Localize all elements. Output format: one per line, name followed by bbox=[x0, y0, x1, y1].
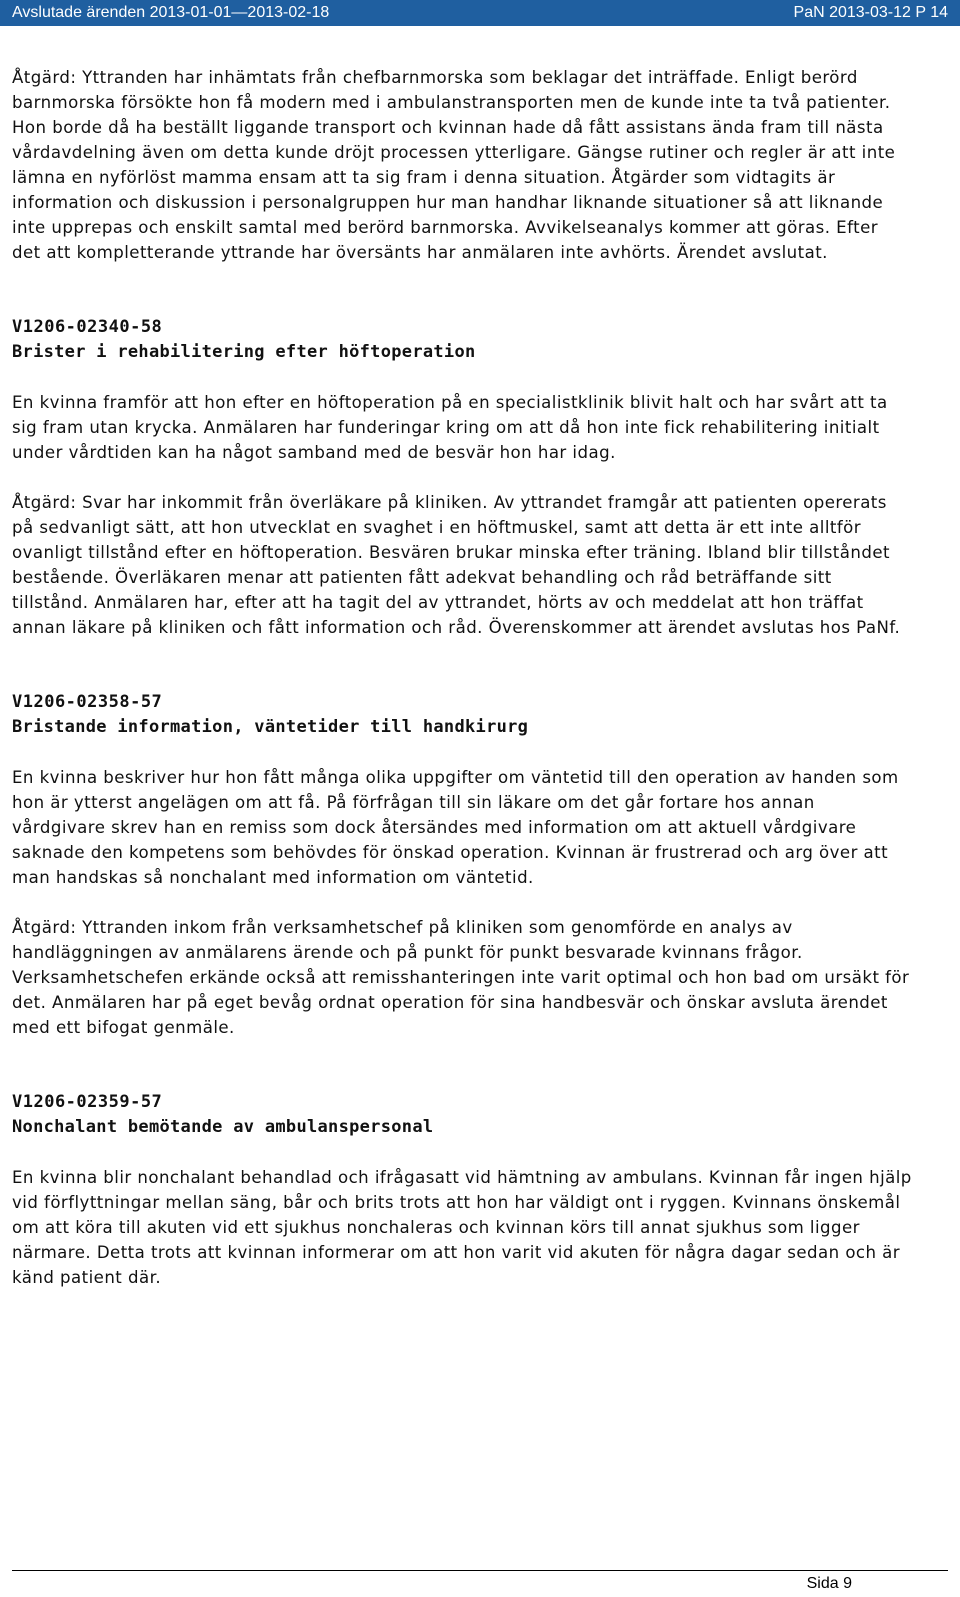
intro-action-paragraph: Åtgärd: Yttranden har inhämtats från chefbarnmorska som beklagar det inträffade. Enligt berörd barnmorska försökte hon få modern med i ambulanstransporten men de kunde inte ta två patienter. Hon borde då ha beställt liggande transport och kvinnan hade då fått assistans ända fram till nästa vårdavdelning även om detta kunde dröjt processen ytterligare. Gängse rutiner och regler är att inte lämna en nyförlöst mamma ensam att ta sig fram i denna situation. Åtgärder som vidtagits är information och diskussion i personalgruppen hur man handhar liknande situationer så att liknande inte upprepas och enskilt samtal med berörd barnmorska. Avvikelseanalys kommer att göras. Efter det att kompletterande yttrande har översänts har anmälaren inte avhörts. Ärendet avslutat. bbox=[12, 68, 896, 262]
header-report-title: Avslutade ärenden 2013-01-01—2013-02-18 bbox=[12, 4, 330, 21]
case-description: En kvinna blir nonchalant behandlad och ifrågasatt vid hämtning av ambulans. Kvinnan får ingen hjälp vid förflyttningar mellan säng, bår och brits trots att hon har väldigt ont i ryggen. Kvinnans önskemål om att köra till akuten vid ett sjukhus nonchaleras och kvinnan körs till annat sjukhus som ligger närmare. Detta trots att kvinnan informerar om att hon varit vid akuten för några dagar sedan och är känd patient där. bbox=[12, 1168, 912, 1287]
case-description: En kvinna framför att hon efter en höftoperation på en specialistklinik blivit halt och har svårt att ta sig fram utan krycka. Anmälaren har funderingar kring om att då hon inte fick rehabilitering initialt under vårdtiden kan ha något samband med de besvär hon har idag. bbox=[12, 393, 888, 462]
case-title: Nonchalant bemötande av ambulanspersonal bbox=[12, 1117, 434, 1137]
case-description: En kvinna beskriver hur hon fått många olika uppgifter om väntetid till den operation av handen som hon är ytterst angelägen om att få. På förfrågan till sin läkare om det går fortare hos annan vårdgivare skrev han en remiss som dock återsändes med information om att aktuell vårdgivare saknade den kompetens som behövdes för önskad operation. Kvinnan är frustrerad och arg över att man handskas så nonchalant med information om väntetid. bbox=[12, 768, 899, 887]
header-report-date-ref: PaN 2013-03-12 P 14 bbox=[793, 4, 948, 21]
case-action: Åtgärd: Svar har inkommit från överläkare på kliniken. Av yttrandet framgår att patienten opererats på sedvanligt sätt, att hon utvecklat en svaghet i en höftmuskel, samt att detta är ett inte alltför ovanligt tillstånd efter en höftoperation. Besvären brukar minska efter träning. Ibland blir tillståndet bestående. Överläkaren menar att patienten fått adekvat behandling och råd beträffande sitt tillstånd. Anmälaren har, efter att ha tagit del av yttrandet, hörts av och meddelat att hon träffat annan läkare på kliniken och fått information och råd. Överenskommer att ärendet avslutas hos PaNf. bbox=[12, 493, 901, 637]
case-id: V1206-02359-57 bbox=[12, 1092, 163, 1112]
case-title: Bristande information, väntetider till handkirurg bbox=[12, 717, 529, 737]
document-body bbox=[12, 65, 912, 1290]
case-action: Åtgärd: Yttranden inkom från verksamhetschef på kliniken som genomförde en analys av handläggningen av anmälarens ärende och på punkt för punkt besvarade kvinnans frågor. Verksamhetschefen erkände också att remisshanteringen inte varit optimal och hon bad om ursäkt för det. Anmälaren har på eget bevåg ordnat operation för sina handbesvär och önskar avsluta ärendet med ett bifogat genmäle. bbox=[12, 918, 910, 1037]
case-title: Brister i rehabilitering efter höftoperation bbox=[12, 342, 476, 362]
case-id: V1206-02358-57 bbox=[12, 692, 163, 712]
page-header bbox=[0, 0, 960, 26]
footer-divider bbox=[12, 1570, 948, 1571]
page-number: Sida 9 bbox=[806, 1575, 852, 1592]
case-id: V1206-02340-58 bbox=[12, 317, 163, 337]
